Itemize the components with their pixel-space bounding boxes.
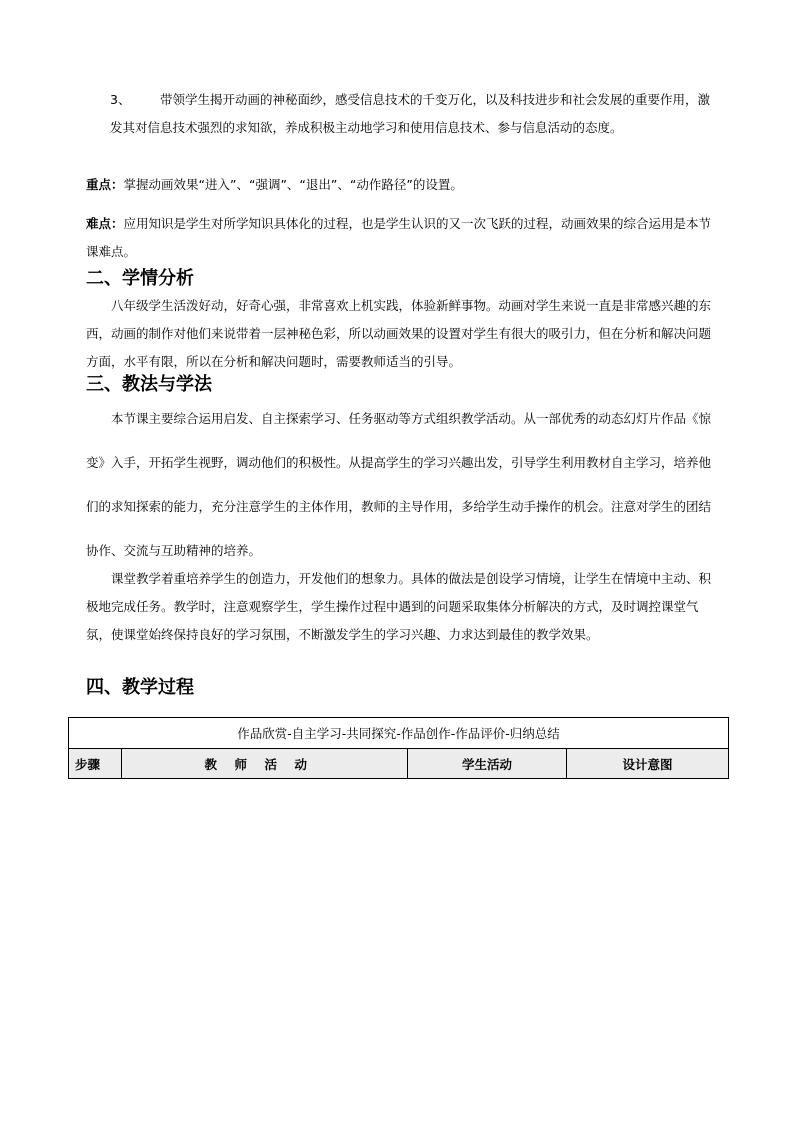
table-header-row (69, 749, 729, 779)
key-point (86, 171, 716, 199)
methods-paragraph-1: 本节课主要综合运用启发、自主探索学习、任务驱动等方式组织教学活动。从一部优秀的动态幻灯片作品《惊变》入手，开拓学生视野，调动他们的积极性。从提高学生的学习兴趣出发，引导学生利用教材自主学习，培养他们的求知探索的能力，充分注意学生的主体作用，教师的主导作用，多给学生动手操作的机会。注意对学生的团结协作、交流与互助精神的培养。 (86, 411, 712, 558)
objective-item-3 (110, 86, 715, 142)
objective-item-text: 带领学生揭开动画的神秘面纱，感受信息技术的千变万化，以及科技进步和社会发展的重要作用，激发其对信息技术强烈的求知欲，养成积极主动地学习和使用信息技术、参与信息活动的态度。 (110, 92, 711, 135)
header-teacher-activity: 教师活动 (122, 749, 408, 779)
difficulty-label: 难点： (86, 216, 124, 231)
header-step: 步骤 (69, 749, 122, 779)
difficulty-text: 应用知识是学生对所学知识具体化的过程，也是学生认识的又一次飞跃的过程，动画效果的综合运用是本节课难点。 (86, 216, 712, 259)
difficulty (86, 210, 716, 266)
key-point-text: 掌握动画效果“进入”、“强调”、“退出”、“动作路径”的设置。 (123, 177, 463, 192)
key-point-label: 重点： (86, 177, 124, 192)
table-flow-row (69, 718, 729, 749)
section-heading-teaching-process: 四、教学过程 (86, 677, 194, 698)
learner-analysis-paragraph: 八年级学生活泼好动，好奇心强，非常喜欢上机实践，体验新鲜事物。动画对学生来说一直是非常感兴趣的东西，动画的制作对他们来说带着一层神秘色彩，所以动画效果的设置对学生有很大的吸引力，但在分析和解决问题方面，水平有限，所以在分析和解决问题时，需要教师适当的引导。 (86, 298, 712, 369)
table-flow-cell: 作品欣赏-自主学习-共同探究-作品创作-作品评价-归纳总结 (69, 718, 729, 749)
methods-paragraph-2: 课堂教学着重培养学生的创造力，开发他们的想象力。具体的做法是创设学习情境，让学生在情境中主动、积极地完成任务。教学时，注意观察学生，学生操作过程中遇到的问题采取集体分析解决的方式，及时调控课堂气氛，使课堂始终保持良好的学习氛围，不断激发学生的学习兴趣、力求达到最佳的教学效果。 (86, 571, 712, 642)
section-heading-methods: 三、教法与学法 (86, 374, 212, 395)
teaching-process-table (68, 717, 729, 779)
objective-item-number: 3、 (110, 92, 131, 107)
header-design-intent: 设计意图 (567, 749, 729, 779)
section-heading-learner-analysis: 二、学情分析 (86, 268, 194, 289)
header-student-activity: 学生活动 (408, 749, 567, 779)
